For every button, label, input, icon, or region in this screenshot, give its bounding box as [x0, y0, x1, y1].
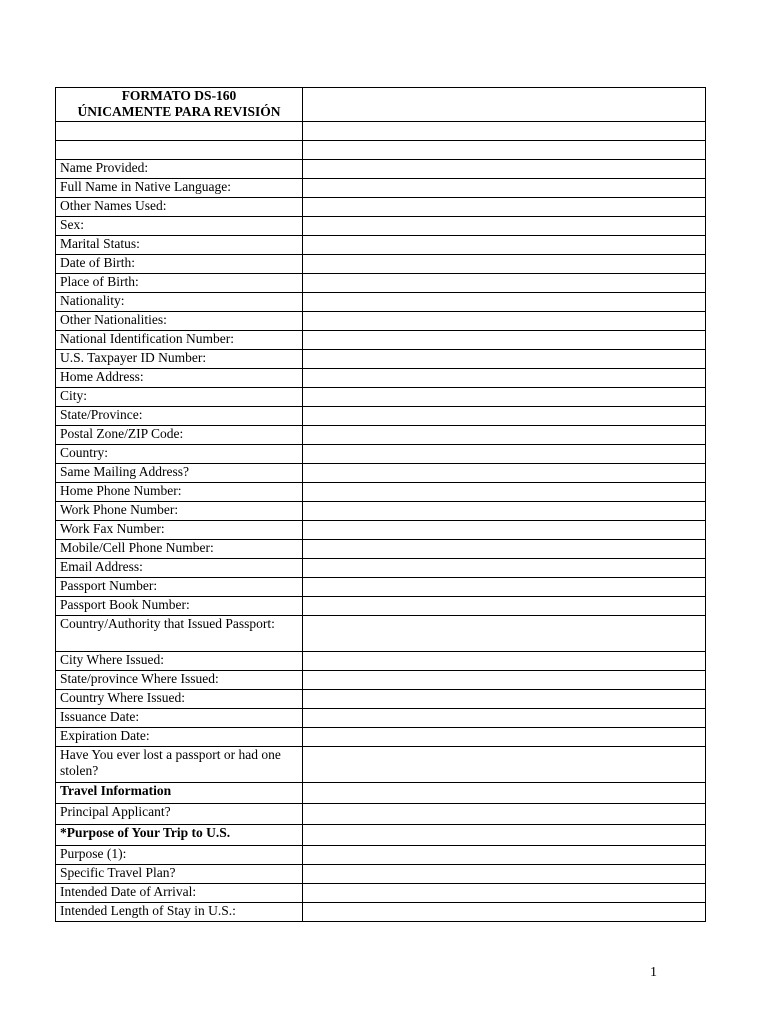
form-row-lost-passport [56, 747, 706, 783]
row-label: Sex: [56, 217, 303, 236]
row-value[interactable] [303, 804, 706, 825]
form-row-mobile-phone [56, 540, 706, 559]
form-row-state-issued [56, 671, 706, 690]
row-label: Country/Authority that Issued Passport: [56, 616, 303, 652]
form-row-issuance-date [56, 709, 706, 728]
form-row-work-phone [56, 502, 706, 521]
row-value[interactable] [303, 483, 706, 502]
form-row-state-province [56, 407, 706, 426]
row-label [56, 141, 303, 160]
row-value[interactable] [303, 846, 706, 865]
ds160-form-table [55, 87, 706, 922]
row-label: Specific Travel Plan? [56, 865, 303, 884]
row-label: Passport Number: [56, 578, 303, 597]
form-row-taxpayer-id [56, 350, 706, 369]
form-row-email [56, 559, 706, 578]
form-row-sex [56, 217, 706, 236]
row-value[interactable] [303, 728, 706, 747]
row-label: Country Where Issued: [56, 690, 303, 709]
row-value[interactable] [303, 559, 706, 578]
form-title: FORMATO DS-160 [121, 88, 237, 103]
form-row-issuing-authority [56, 616, 706, 652]
row-label: U.S. Taxpayer ID Number: [56, 350, 303, 369]
row-value[interactable] [303, 350, 706, 369]
form-row-country-issued [56, 690, 706, 709]
row-label: Work Fax Number: [56, 521, 303, 540]
form-row-length-of-stay [56, 903, 706, 922]
row-label: Passport Book Number: [56, 597, 303, 616]
row-value[interactable] [303, 331, 706, 350]
row-value[interactable] [303, 709, 706, 728]
row-value[interactable] [303, 198, 706, 217]
row-value[interactable] [303, 671, 706, 690]
section-heading: Travel Information [56, 783, 303, 804]
row-label: Date of Birth: [56, 255, 303, 274]
row-value[interactable] [303, 388, 706, 407]
row-label: Issuance Date: [56, 709, 303, 728]
form-row-marital-status [56, 236, 706, 255]
form-row-nationality [56, 293, 706, 312]
header-row [56, 88, 706, 122]
form-title-cell [56, 88, 303, 122]
row-value[interactable] [303, 274, 706, 293]
row-value[interactable] [303, 578, 706, 597]
row-value[interactable] [303, 690, 706, 709]
row-value[interactable] [303, 122, 706, 141]
row-label: Other Nationalities: [56, 312, 303, 331]
row-label: Mobile/Cell Phone Number: [56, 540, 303, 559]
section-row-travel-information [56, 783, 706, 804]
row-value[interactable] [303, 865, 706, 884]
row-value[interactable] [303, 369, 706, 388]
row-label: Name Provided: [56, 160, 303, 179]
row-value[interactable] [303, 160, 706, 179]
form-row-city-issued [56, 652, 706, 671]
row-label: Expiration Date: [56, 728, 303, 747]
form-row-expiration-date [56, 728, 706, 747]
row-label: Purpose (1): [56, 846, 303, 865]
row-label: State/province Where Issued: [56, 671, 303, 690]
row-label: Full Name in Native Language: [56, 179, 303, 198]
form-row-postal-code [56, 426, 706, 445]
row-label: City: [56, 388, 303, 407]
row-value[interactable] [303, 783, 706, 804]
page-number: 1 [650, 965, 657, 980]
row-value[interactable] [303, 255, 706, 274]
row-value[interactable] [303, 445, 706, 464]
form-row-principal-applicant [56, 804, 706, 825]
row-label: Country: [56, 445, 303, 464]
section-heading: *Purpose of Your Trip to U.S. [56, 825, 303, 846]
row-label: Place of Birth: [56, 274, 303, 293]
row-label: Intended Length of Stay in U.S.: [56, 903, 303, 922]
header-value-cell[interactable] [303, 88, 706, 122]
row-value[interactable] [303, 903, 706, 922]
form-row-country [56, 445, 706, 464]
row-value[interactable] [303, 616, 706, 652]
row-label: Email Address: [56, 559, 303, 578]
row-label: Home Address: [56, 369, 303, 388]
blank-row [56, 141, 706, 160]
row-value[interactable] [303, 597, 706, 616]
row-label: National Identification Number: [56, 331, 303, 350]
row-label: Same Mailing Address? [56, 464, 303, 483]
row-value[interactable] [303, 217, 706, 236]
row-label: Postal Zone/ZIP Code: [56, 426, 303, 445]
row-label: Nationality: [56, 293, 303, 312]
row-label: Marital Status: [56, 236, 303, 255]
form-row-passport-number [56, 578, 706, 597]
row-value[interactable] [303, 293, 706, 312]
form-row-home-phone [56, 483, 706, 502]
row-value[interactable] [303, 502, 706, 521]
form-row-work-fax [56, 521, 706, 540]
row-value[interactable] [303, 521, 706, 540]
row-label: Work Phone Number: [56, 502, 303, 521]
row-value[interactable] [303, 407, 706, 426]
row-label [56, 122, 303, 141]
form-row-same-mailing [56, 464, 706, 483]
form-row-specific-travel-plan [56, 865, 706, 884]
row-value[interactable] [303, 652, 706, 671]
row-label: Principal Applicant? [56, 804, 303, 825]
form-row-date-of-birth [56, 255, 706, 274]
row-value[interactable] [303, 825, 706, 846]
row-label: State/Province: [56, 407, 303, 426]
form-row-place-of-birth [56, 274, 706, 293]
row-value[interactable] [303, 747, 706, 783]
blank-row [56, 122, 706, 141]
form-subtitle: ÚNICAMENTE PARA REVISIÓN [77, 104, 281, 119]
row-label: Other Names Used: [56, 198, 303, 217]
form-row-national-id [56, 331, 706, 350]
row-value[interactable] [303, 312, 706, 331]
row-label: Have You ever lost a passport or had one stolen? [56, 747, 303, 783]
row-label: Intended Date of Arrival: [56, 884, 303, 903]
form-row-name-provided [56, 160, 706, 179]
form-row-arrival-date [56, 884, 706, 903]
row-value[interactable] [303, 464, 706, 483]
form-row-other-nationalities [56, 312, 706, 331]
form-row-home-address [56, 369, 706, 388]
row-value[interactable] [303, 236, 706, 255]
row-value[interactable] [303, 884, 706, 903]
form-row-passport-book [56, 597, 706, 616]
form-row-native-name [56, 179, 706, 198]
row-value[interactable] [303, 179, 706, 198]
row-value[interactable] [303, 540, 706, 559]
form-row-city [56, 388, 706, 407]
form-row-purpose-1 [56, 846, 706, 865]
section-row-purpose-of-trip [56, 825, 706, 846]
row-value[interactable] [303, 426, 706, 445]
row-label: Home Phone Number: [56, 483, 303, 502]
row-label: City Where Issued: [56, 652, 303, 671]
row-value[interactable] [303, 141, 706, 160]
form-row-other-names [56, 198, 706, 217]
